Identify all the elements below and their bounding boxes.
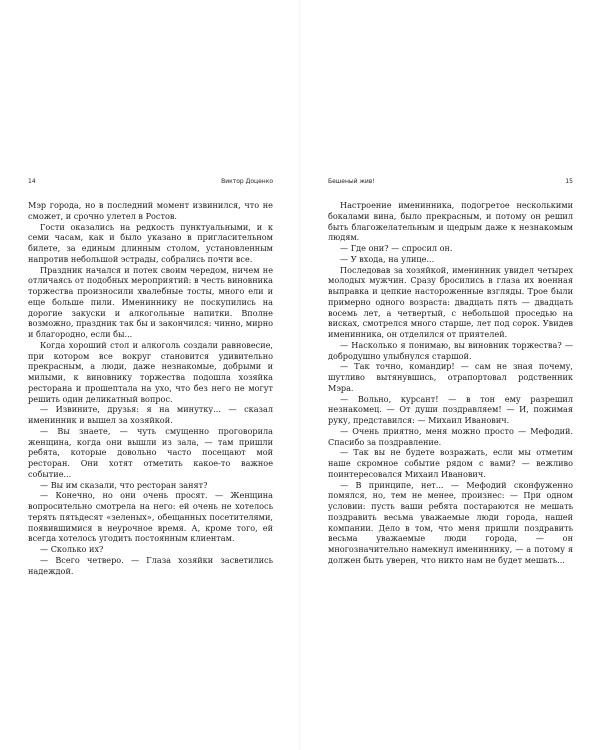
paragraph: — Насколько я понимаю, вы виновник торжества? — добродушно улыбнулся старшой. <box>328 339 573 361</box>
paragraph: Гости оказались на редкость пунктуальными, и к семи часам, как и было указано в пригласительном билете, за единым длинным столом, установленным напротив небольшой эстрады, собрались почти все. <box>28 221 273 264</box>
left-page-text <box>28 200 273 576</box>
right-page-text <box>328 200 573 566</box>
paragraph: Когда хороший стол и алкоголь создали равновесие, при котором все вокруг становится удивительно прекрасным, а люди, даже незнакомые, добрыми и милыми, к виновнику торжества подошла хозяйка ресторана и прошептала на ухо, что без него не могут решить один деликатный вопрос. <box>28 339 273 404</box>
right-page <box>328 178 573 566</box>
left-page-number: 14 <box>28 178 36 185</box>
paragraph: — У входа, на улице... <box>340 253 435 264</box>
paragraph: Последовав за хозяйкой, именинник увидел четырех молодых мужчин. Сразу бросились в глаза их военная выправка и цепкие настороженные взгляды. Трое были примерно одного возраста: двадцать пять — двадцать восемь лет, а четвертый, с небольшой проседью на висках, смотрелся много старше, лет под сорок. Увидев именинника, он отделился от приятелей. <box>328 264 573 339</box>
paragraph: — Так вы не будете возражать, если мы отметим наше скромное событие рядом с вами? — вежливо поинтересовался Михаил Иванович. <box>328 447 573 479</box>
book-gutter <box>299 0 301 750</box>
paragraph: Праздник начался и потек своим чередом, ничем не отличаясь от подобных мероприятий: в честь виновника торжества произносили хвалебные тосты, много ели и еще больше пили. Имениннику не поскупились на дорогие закуски и алкогольные напитки. Вполне возможно, праздник так бы и закончился: чинно, мирно и благородно, если бы... <box>28 264 274 339</box>
paragraph: — Вольно, курсант! — в тон ему разрешил незнакомец. — От души поздравляем! — И, пожимая руку, представился: — Михаил Иванович. <box>328 393 573 425</box>
paragraph: — Всего четверо. — Глаза хозяйки засветились надеждой. <box>28 554 273 576</box>
paragraph: — Вы им сказали, что ресторан занят? <box>40 479 208 490</box>
paragraph: — Извините, друзья: я на минутку... — сказал именинник и вышел за хозяйкой. <box>28 404 273 425</box>
left-page-header <box>28 178 273 186</box>
paragraph: — В принципе, нет... — Мефодий сконфуженно помялся, но, тем не менее, произнес: — При одном условии: пусть ваши ребята постараются не мешать поздравить весьма уважаемые люди города, нашей компании. Дело в том, что меня пришли поздравить весьма уважаемые люди города, — он многозначительно намекнул имениннику, — а потому я должен быть уверен, что никто нам не будет мешать... <box>328 479 573 565</box>
right-page-header <box>328 178 573 186</box>
paragraph: — Сколько их? <box>40 544 104 554</box>
left-running-head: Виктор Доценко <box>221 178 273 185</box>
right-running-head: Бешеный жив! <box>328 178 375 185</box>
paragraph: Настроение именинника, подогретое несколькими бокалами вина, было прекрасным, и потому он решил быть благожелательным и щедрым даже к незнакомым людям. <box>328 200 573 243</box>
paragraph: — Вы знаете, — чуть смущенно проговорила женщина, когда они вышли из зала, — там пришли ребята, которые довольно часто посещают мой ресторан. Они хотят отметить какое-то важное событие... <box>28 425 273 479</box>
left-page <box>28 178 273 576</box>
paragraph: Мэр города, но в последний момент извинился, что не сможет, и срочно улетел в Ростов. <box>28 200 273 221</box>
paragraph: — Так точно, командир! — сам не зная почему, шутливо вытянувшись, отрапортовал родственник Мэра. <box>328 361 573 393</box>
paragraph: — Конечно, но они очень просят. — Женщина вопросительно смотрела на него: ей очень не хотелось терять пятьдесят «зеленых», обещанных посетителями, появившимися в неурочное время. А, кроме того, ей всегда хотелось угодить постоянным клиентам. <box>28 490 273 544</box>
right-page-number: 15 <box>565 178 573 185</box>
paragraph: — Где они? — спросил он. <box>340 243 453 253</box>
paragraph: — Очень приятно, меня можно просто — Мефодий. Спасибо за поздравление. <box>328 425 573 447</box>
